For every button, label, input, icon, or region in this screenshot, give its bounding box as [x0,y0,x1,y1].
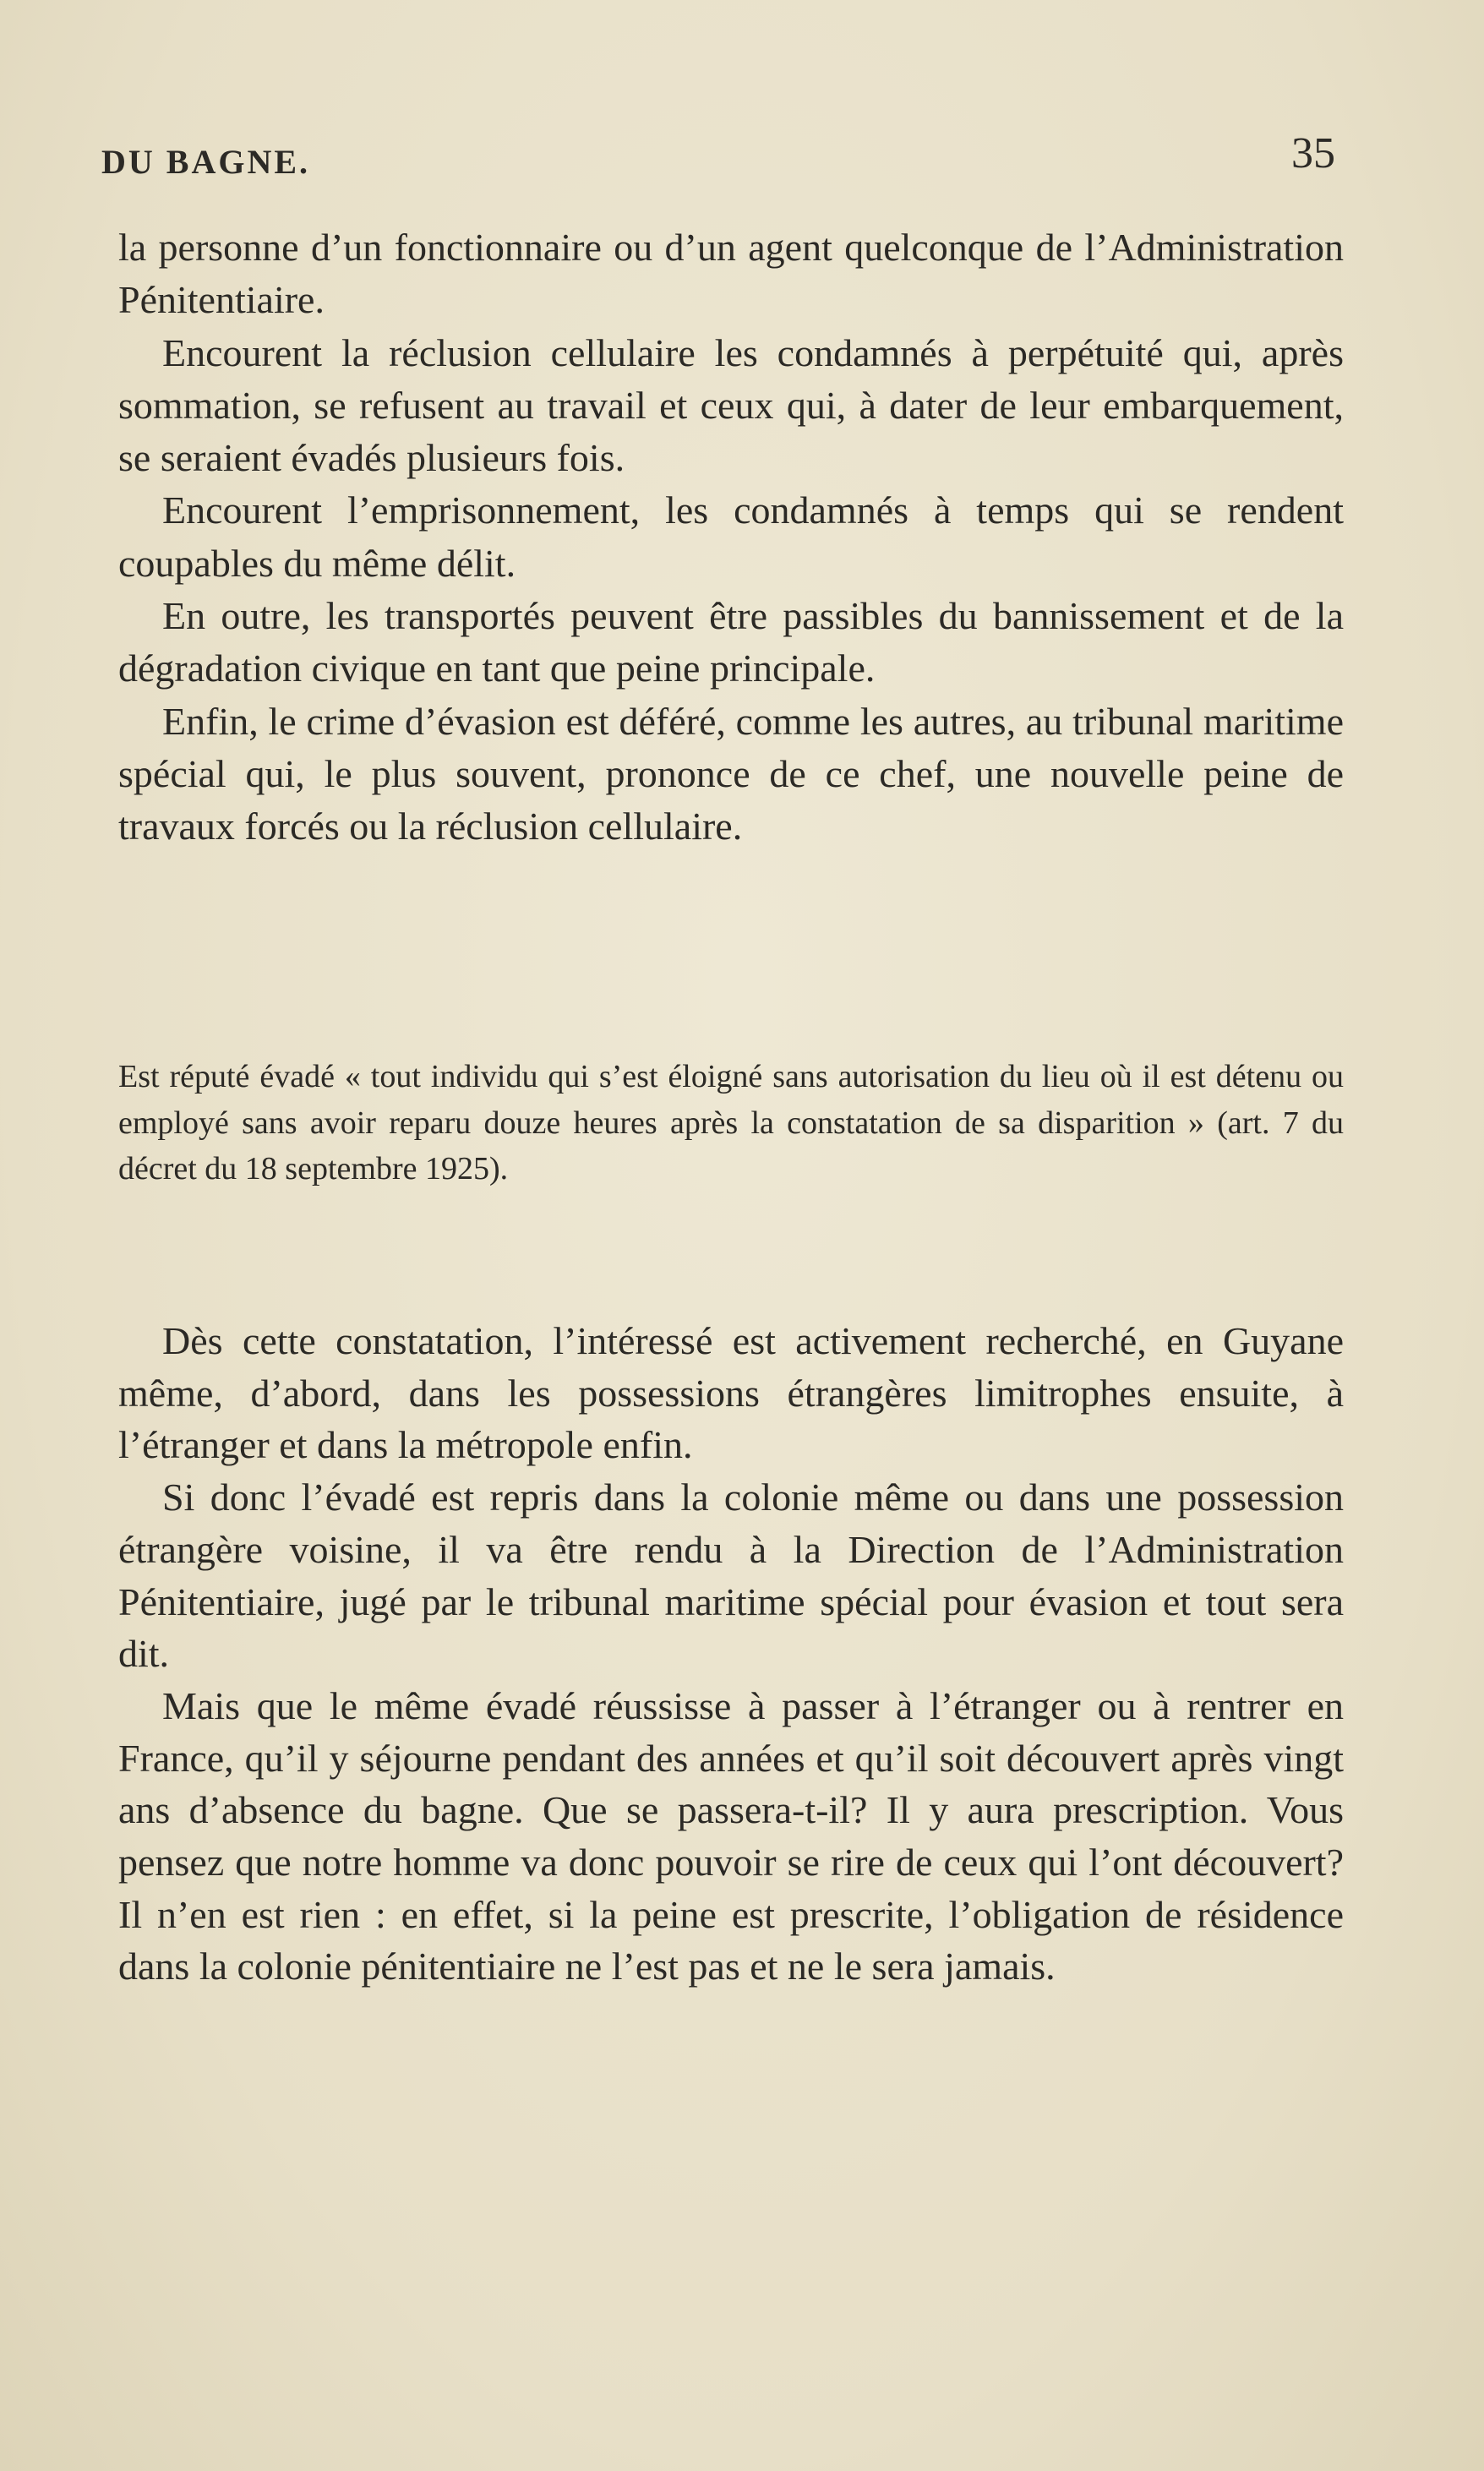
upper-body-text [118,221,1344,854]
paragraph: Encourent l’emprisonnement, les condamnés à temps qui se rendent coupables du même délit. [118,488,1344,585]
legal-note [118,1054,1344,1192]
page-header [101,128,1335,188]
note-text: Est réputé évadé « tout individu qui s’est éloigné sans autorisation du lieu où il est détenu ou employé sans avoir reparu douze heures après la constatation de sa disparition » (art. 7 du décret du 18 septembre 1925). [118,1059,1344,1186]
page-number: 35 [1291,129,1335,177]
running-head: DU BAGNE. [101,143,311,181]
paragraph: Dès cette constatation, l’intéressé est activement recherché, en Guyane même, d’abord, dans les possessions étrangères limitrophes ensuite, à l’étranger et dans la métropole enfin. [118,1319,1344,1467]
paragraph: En outre, les transportés peuvent être passibles du bannissement et de la dégradation civique en tant que peine principale. [118,594,1344,690]
paragraph-continued: la personne d’un fonctionnaire ou d’un agent quelconque de l’Administration Pénitentiaire. [118,226,1344,322]
paragraph: Encourent la réclusion cellulaire les condamnés à perpétuité qui, après sommation, se refusent au travail et ceux qui, à dater de leur embarquement, se seraient évadés plusieurs fois. [118,330,1344,480]
lower-body-text [118,1315,1344,1993]
paragraph: Enfin, le crime d’évasion est déféré, comme les autres, au tribunal maritime spécial qui, le plus souvent, prononce de ce chef, une nouvelle peine de travaux forcés ou la réclusion cellulaire. [118,699,1344,848]
paragraph: Mais que le même évadé réussisse à passer à l’étranger ou à rentrer en France, qu’il y séjourne pendant des années et qu’il soit découvert après vingt ans d’absence du bagne. Que se passera-t-il? Il y aura prescription. Vous pensez que notre homme va donc pouvoir se rire de ceux qui l’ont découvert? Il n’en est rien : en effet, si la peine est prescrite, l’obligation de résidence dans la colonie pénitentiaire ne l’est pas et ne le sera jamais. [118,1683,1344,1988]
paragraph: Si donc l’évadé est repris dans la colonie même ou dans une possession étrangère voisine, il va être rendu à la Direction de l’Administration Pénitentiaire, jugé par le tribunal maritime spécial pour évasion et tout sera dit. [118,1476,1344,1676]
